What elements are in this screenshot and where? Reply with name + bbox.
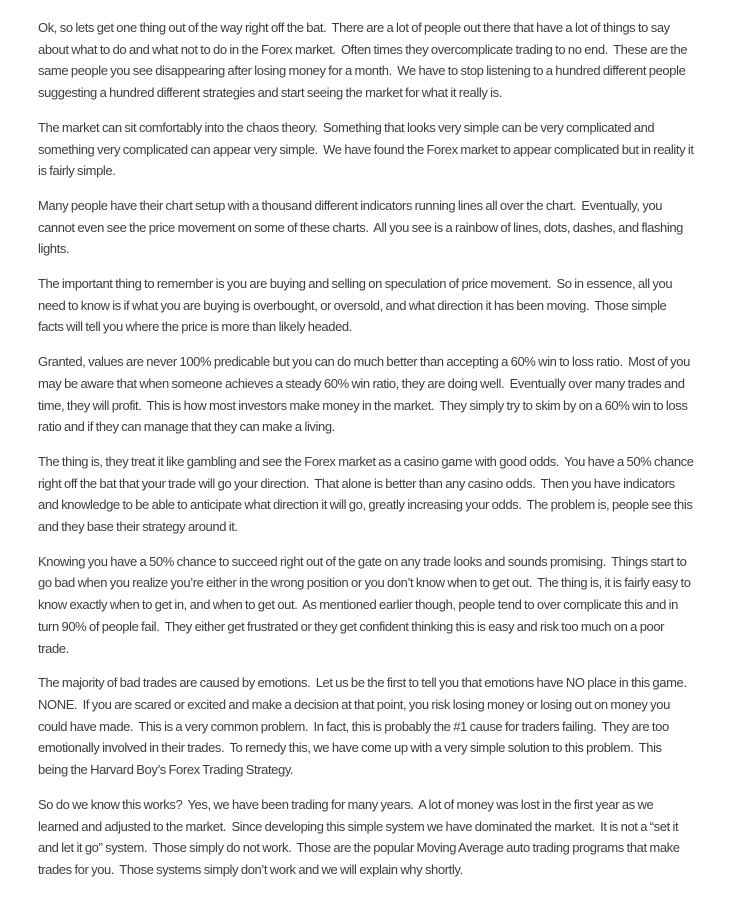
paragraph-6: The thing is, they treat it like gambling and see the Forex market as a casino game with good odds. You have a 50% chance right off the bat that your trade will go your direction. That alone is better than any casino odds. Then you have indicators and knowledge to be able to anticipate what direction it will go, greatly increasing your odds. The problem is, people see this and they base their strategy around it. — [38, 453, 697, 535]
paragraph-8: The majority of bad trades are caused by emotions. Let us be the first to tell you that emotions have NO place in this game. NONE. If you are scared or excited and make a decision at that point, you risk losing money or losing out on money you could have made. This is a very common problem. In fact, this is probably the #1 cause for traders failing. They are too emotionally involved in their trades. To remedy this, we have come up with a very simple solution to this problem. This being the Harvard Boy’s Forex Trading Strategy. — [38, 675, 692, 778]
paragraph-5: Granted, values are never 100% predicable but you can do much better than accepting a 60% win to loss ratio. Most of you may be aware that when someone achieves a steady 60% win ratio, they are doing well. Eventually over many trades and time, they will profit. This is how most investors make money in the market. They simply try to skim by on a 60% win to loss ratio and if they can manage that they can make a living. — [38, 354, 693, 435]
paragraph-2: The market can sit comfortably into the chaos theory. Something that looks very simple can be very complicated and something very complicated can appear very simple. We have found the Forex market to appear complicated but in reality it is fairly simple. — [38, 119, 697, 179]
paragraph-7: Knowing you have a 50% chance to succeed right out of the gate on any trade looks and sounds promising. Things start to go bad when you realize you’re either in the wrong position or you don’t know when to get out. The thing is, it is fairly easy to know exactly when to get in, and when to get out. As mentioned earlier though, people tend to over complicate this and in turn 90% of people fail. They either get frustrated or they get confident thinking this is easy and risk too much on a poor trade. — [38, 553, 694, 656]
paragraph-4: The important thing to remember is you are buying and selling on speculation of price movement. So in essence, all you need to know is if what you are buying is overbought, or oversold, and what direction it has been moving. Those simple facts will tell you where the price is more than likely headed. — [38, 276, 675, 335]
paragraph-9: So do we know this works? Yes, we have been trading for many years. A lot of money was lost in the first year as we learned and adjusted to the market. Since developing this simple system we have dominated the market. It is not a “set it and let it go” system. Those simply do not work. Those are the popular Moving Average auto trading programs that make trades for you. Those systems simply don’t work and we will explain why shortly. — [38, 796, 683, 877]
paragraph-1: Ok, so lets get one thing out of the way right off the bat. There are a lot of people out there that have a lot of things to say about what to do and what not to do in the Forex market. Often times they overcomplicate trading to no end. These are the same people you see disappearing after losing money for a month. We have to stop listening to a hundred different people suggesting a hundred different strategies and start seeing the market for what it really is. — [38, 20, 690, 101]
paragraph-3: Many people have their chart setup with a thousand different indicators running lines all over the chart. Eventually, you cannot even see the price movement on some of these charts. All you see is a rainbow of lines, dots, dashes, and flashing lights. — [38, 197, 686, 257]
document-body — [38, 17, 697, 881]
